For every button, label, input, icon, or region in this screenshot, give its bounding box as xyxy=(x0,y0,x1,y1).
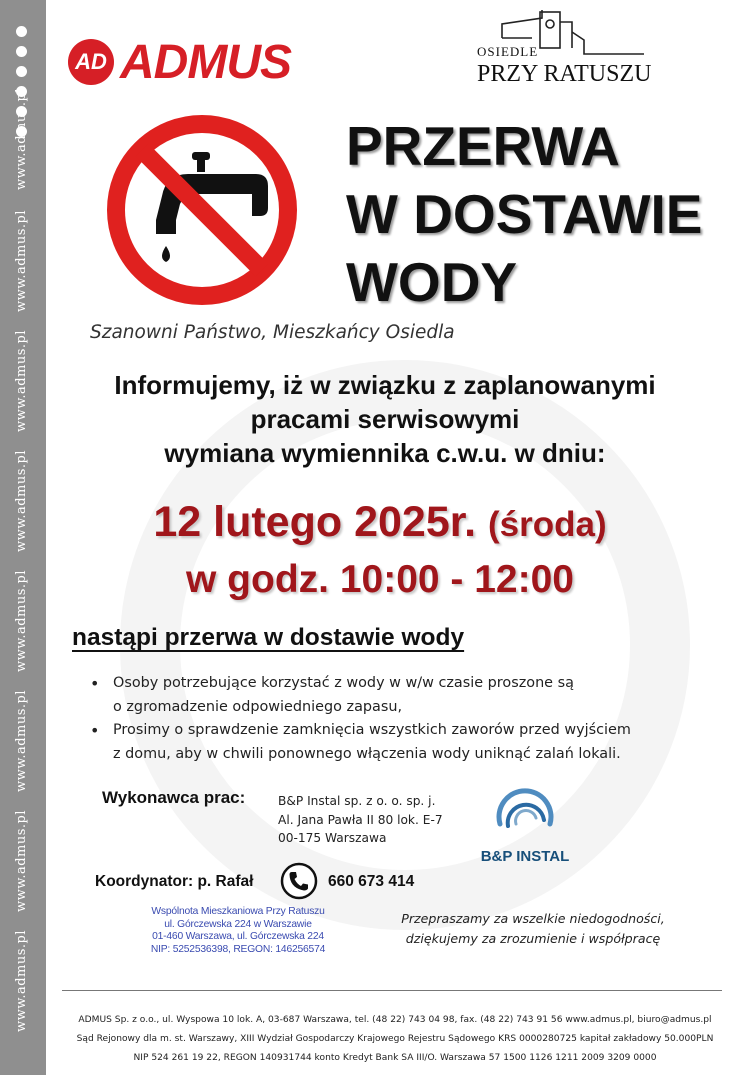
notice-title xyxy=(346,112,702,316)
sidebar-url: www.admus.pl xyxy=(14,87,29,190)
greeting: Szanowni Państwo, Mieszkańcy Osiedla xyxy=(90,322,455,343)
bp-instal-logo-text: B&P INSTAL xyxy=(480,848,570,865)
list-item xyxy=(88,672,688,719)
outage-date xyxy=(70,498,690,547)
title-line: PRZERWA xyxy=(346,115,621,177)
sidebar-url-column xyxy=(14,80,34,1070)
coordinator-phone: 660 673 414 xyxy=(328,873,415,890)
apology-text xyxy=(388,909,678,949)
sidebar-url: www.admus.pl xyxy=(14,209,29,312)
list-item-line: o zgromadzenie odpowiedniego zapasu, xyxy=(113,698,403,715)
apology-line: dziękujemy za zrozumienie i współpracę xyxy=(405,931,661,946)
estate-logo xyxy=(472,10,652,90)
contractor-name: B&P Instal sp. z o. o. sp. j. xyxy=(278,794,436,808)
sidebar-url: www.admus.pl xyxy=(14,689,29,792)
sidebar-url: www.admus.pl xyxy=(14,449,29,552)
title-line: WODY xyxy=(346,251,518,313)
sidebar-url: www.admus.pl xyxy=(14,329,29,432)
bp-instal-swirl-icon xyxy=(470,780,580,848)
info-paragraph xyxy=(70,368,700,470)
outage-date-main: 12 lutego 2025r. xyxy=(153,498,477,546)
coordinator-label: Koordynator: p. Rafał xyxy=(95,873,254,890)
footer-line: Sąd Rejonowy dla m. st. Warszawy, XIII Wydział Gospodarczy Krajowego Rejestru Sądowego KRS 0000280725 kapitał zakładowy 50.000PLN xyxy=(76,1034,714,1044)
estate-logo-big: PRZY RATUSZU xyxy=(477,61,652,87)
list-item-line: • Osoby potrzebujące korzystać z wody w w/w czasie proszone są xyxy=(113,675,574,691)
phone-icon xyxy=(280,862,318,900)
info-line: Informujemy, iż w związku z zaplanowanymi xyxy=(114,370,656,400)
no-water-icon xyxy=(104,112,300,308)
footer-line: NIP 524 261 19 22, REGON 140931744 konto Kredyt Bank SA III/O. Warszawa 57 1500 1126 1211 2009 3209 0000 xyxy=(133,1053,657,1063)
outage-headline: nastąpi przerwa w dostawie wody xyxy=(72,624,465,651)
footer-line: ADMUS Sp. z o.o., ul. Wyspowa 10 lok. A, 03-687 Warszawa, tel. (48 22) 743 04 98, fax. (48 22) 743 91 56 www.admus.pl, biuro@admus.pl xyxy=(78,1015,712,1025)
list-item-line: z domu, aby w chwili ponownego włączenia wody uniknąć zalań lokali. xyxy=(113,745,621,762)
sidebar xyxy=(0,0,46,1075)
title-line: W DOSTAWIE xyxy=(346,183,703,245)
admus-logo-text: ADMUS xyxy=(120,35,291,89)
sidebar-url: www.admus.pl xyxy=(14,569,29,672)
sidebar-url: www.admus.pl xyxy=(14,929,29,1032)
list-item-line: • Prosimy o sprawdzenie zamknięcia wszystkich zaworów przed wyjściem xyxy=(113,722,631,738)
admus-logo-badge: AD xyxy=(68,39,114,85)
contractor-city: 00-175 Warszawa xyxy=(278,831,387,845)
admus-logo xyxy=(68,35,291,89)
outage-time: w godz. 10:00 - 12:00 xyxy=(186,558,574,601)
company-footer xyxy=(60,1011,730,1068)
info-line: pracami serwisowymi xyxy=(250,404,520,434)
instructions-list xyxy=(88,672,688,766)
footer-divider xyxy=(62,990,722,991)
estate-logo-small: OSIEDLE xyxy=(477,44,539,59)
contractor-address xyxy=(278,792,443,848)
info-line: wymiana wymiennika c.w.u. w dniu: xyxy=(164,438,606,468)
community-stamp xyxy=(143,906,333,956)
apology-line: Przepraszamy za wszelkie niedogodności, xyxy=(401,911,665,926)
stamp-line: NIP: 5252536398, REGON: 146256574 xyxy=(150,943,326,955)
contractor-label: Wykonawca prac: xyxy=(102,788,246,807)
contractor-street: Al. Jana Pawła II 80 lok. E-7 xyxy=(278,812,443,827)
stamp-line: ul. Górczewska 224 w Warszawie xyxy=(164,918,312,930)
stamp-line: Wspólnota Mieszkaniowa Przy Ratuszu xyxy=(151,906,325,917)
outage-weekday: (środa) xyxy=(488,505,607,544)
stamp-line: 01-460 Warszawa, ul. Górczewska 224 xyxy=(152,931,324,942)
list-item xyxy=(88,719,688,766)
sidebar-url: www.admus.pl xyxy=(14,809,29,912)
bp-instal-logo xyxy=(470,780,580,870)
